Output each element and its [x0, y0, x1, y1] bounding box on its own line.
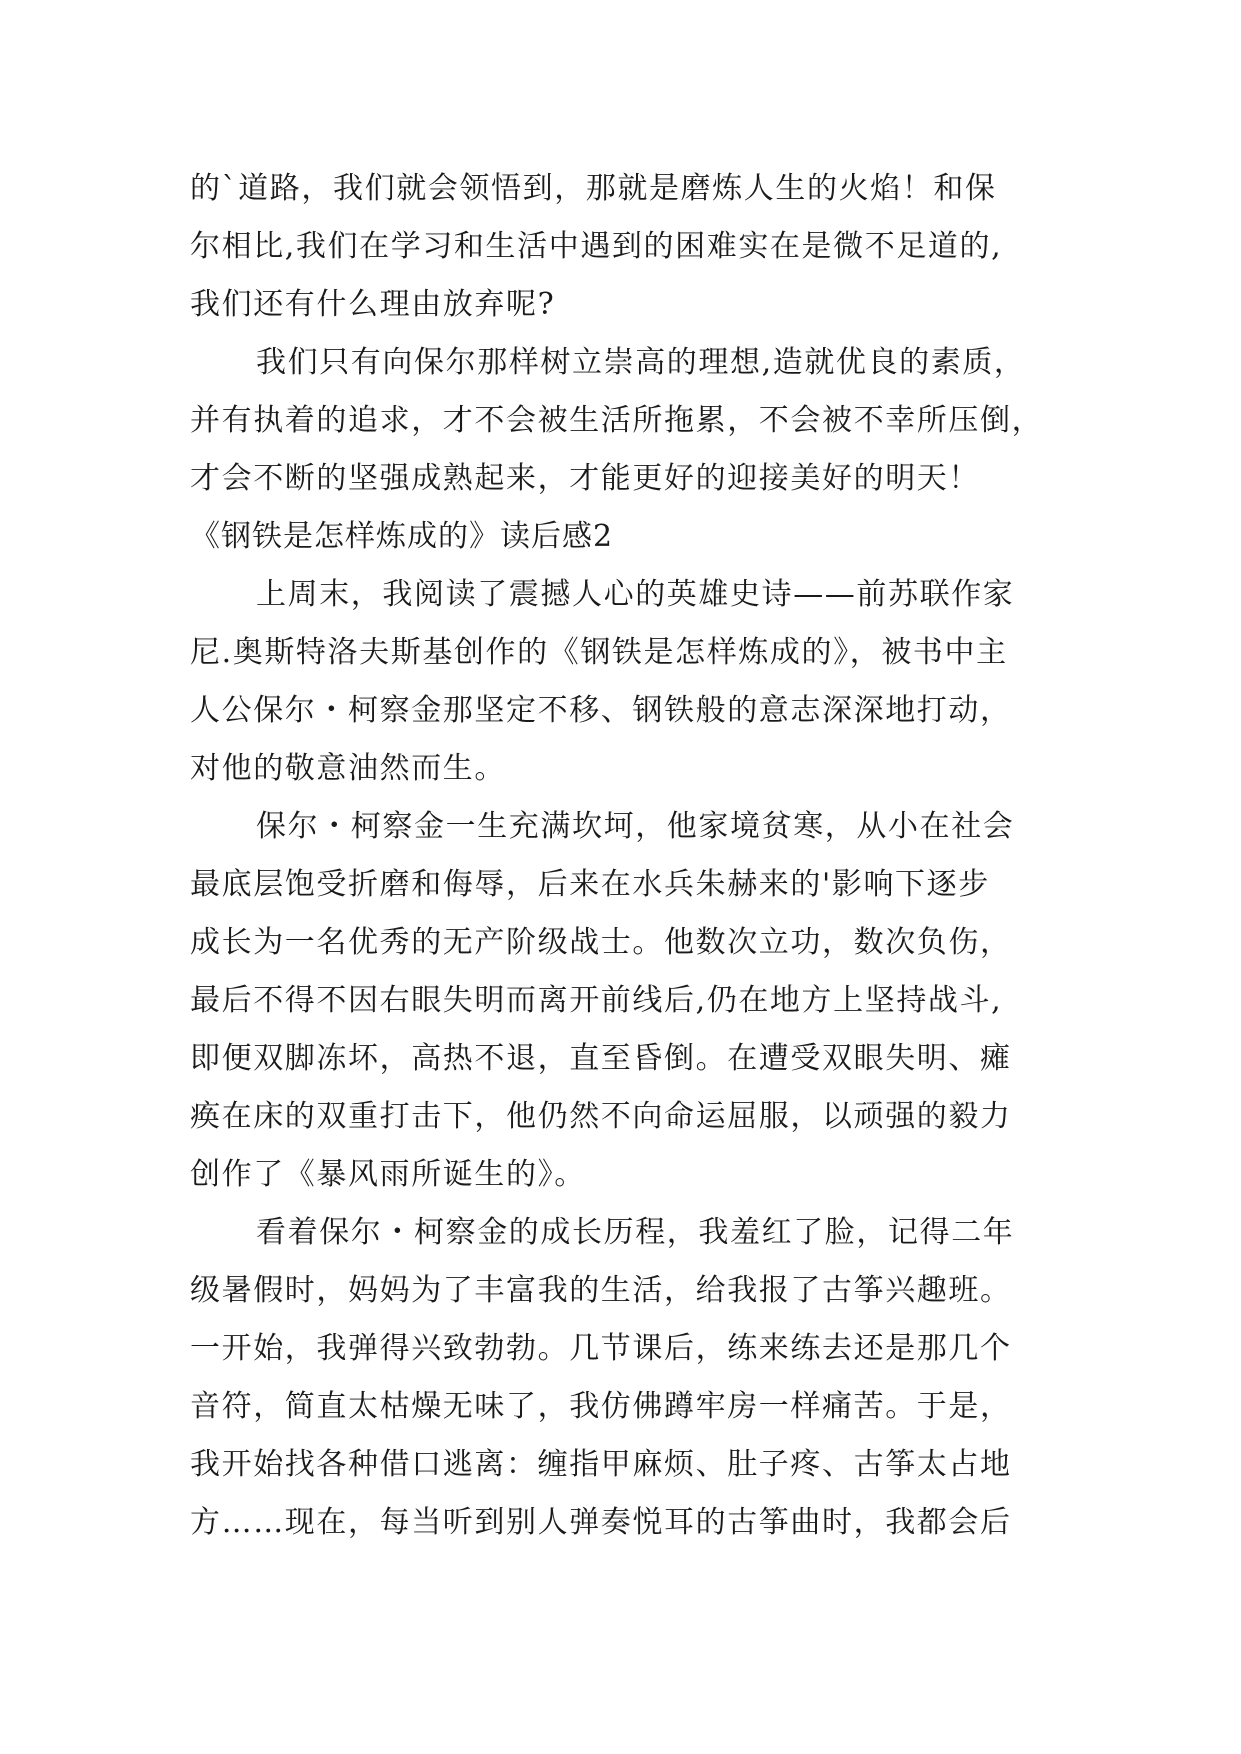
text-line: 才会不断的坚强成熟起来，才能更好的迎接美好的明天！ — [190, 461, 980, 496]
text-line: 痪在床的双重打击下，他仍然不向命运屈服，以顽强的毅力 — [190, 1099, 1012, 1134]
text-line: 我们还有什么理由放弃呢? — [190, 287, 556, 322]
text-line: 级暑假时，妈妈为了丰富我的生活，给我报了古筝兴趣班。 — [190, 1273, 1012, 1308]
text-line: 上周末，我阅读了震撼人心的英雄史诗——前苏联作家 — [256, 577, 1015, 612]
text-line: 并有执着的追求，才不会被生活所拖累，不会被不幸所压倒， — [190, 403, 1044, 438]
text-line: 尔相比,我们在学习和生活中遇到的困难实在是微不足道的, — [190, 229, 1003, 264]
text-line: 的`道路，我们就会领悟到，那就是磨炼人生的火焰！和保 — [190, 171, 997, 206]
text-line: 看着保尔・柯察金的成长历程，我羞红了脸，记得二年 — [256, 1215, 1015, 1250]
text-line: 即便双脚冻坏，高热不退，直至昏倒。在遭受双眼失明、瘫 — [190, 1041, 1012, 1076]
text-line: 我开始找各种借口逃离：缠指甲麻烦、肚子疼、古筝太占地 — [190, 1447, 1012, 1482]
text-line: 保尔・柯察金一生充满坎坷，他家境贫寒，从小在社会 — [256, 809, 1015, 844]
text-line: 成长为一名优秀的无产阶级战士。他数次立功，数次负伤， — [190, 925, 1012, 960]
text-line: 创作了《暴风雨所诞生的》。 — [190, 1157, 586, 1192]
text-line: 最后不得不因右眼失明而离开前线后,仍在地方上坚持战斗, — [190, 983, 1003, 1018]
text-line: 方……现在，每当听到别人弹奏悦耳的古筝曲时，我都会后 — [190, 1505, 1012, 1540]
document-body — [190, 160, 1090, 1552]
text-line: 对他的敬意油然而生。 — [190, 751, 506, 786]
text-line: 尼.奥斯特洛夫斯基创作的《钢铁是怎样炼成的》，被书中主 — [190, 635, 1008, 670]
section-heading: 《钢铁是怎样炼成的》读后感2 — [190, 519, 614, 554]
text-line: 一开始，我弹得兴致勃勃。几节课后，练来练去还是那几个 — [190, 1331, 1012, 1366]
text-line: 最底层饱受折磨和侮辱，后来在水兵朱赫来的'影响下逐步 — [190, 867, 990, 902]
text-line: 音符，简直太枯燥无味了，我仿佛蹲牢房一样痛苦。于是， — [190, 1389, 1012, 1424]
text-line: 我们只有向保尔那样树立崇高的理想,造就优良的素质， — [256, 345, 1026, 380]
text-line: 人公保尔・柯察金那坚定不移、钢铁般的意志深深地打动， — [190, 693, 1012, 728]
